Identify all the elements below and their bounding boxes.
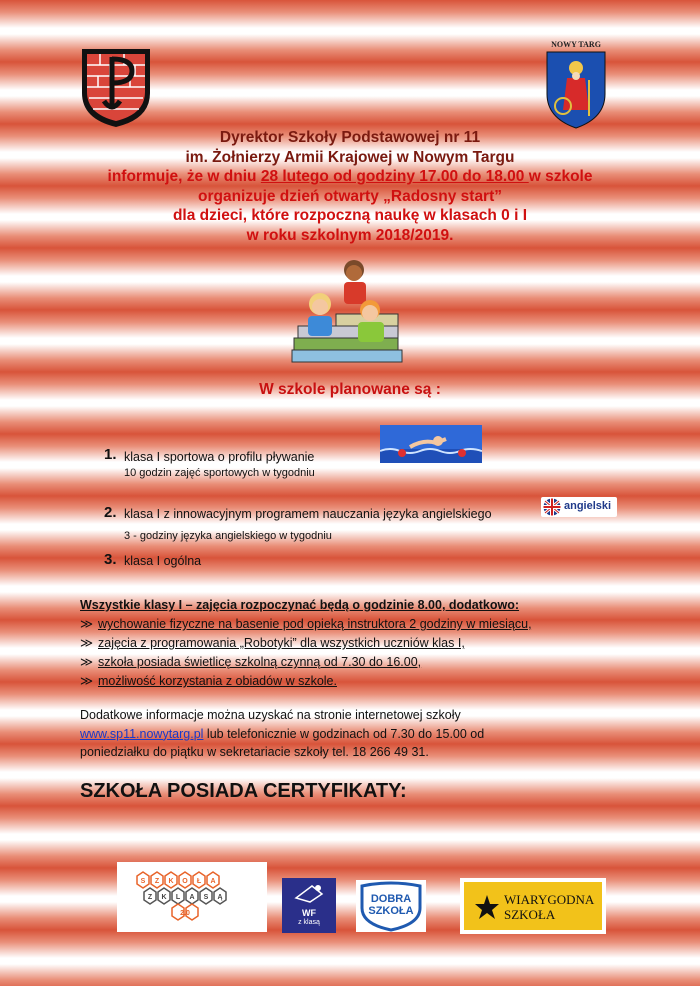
class-2-title: klasa I z innowacyjnym programem nauczania języka angielskiego xyxy=(124,507,492,521)
info-line-3: poniedziałku do piątku w sekretariacie szkoły tel. 18 266 49 31. xyxy=(80,745,429,759)
version-label: 2.0 xyxy=(180,910,190,917)
class-1-subtitle: 10 godzin zajęć sportowych w tygodniu xyxy=(124,467,315,479)
header-line-2: im. Żołnierzy Armii Krajowej w Nowym Targu xyxy=(185,148,515,166)
certificates-title: SZKOŁA POSIADA CERTYFIKATY: xyxy=(80,780,407,802)
swimmer-icon xyxy=(380,425,482,463)
wiarygodna-line-1: WIARYGODNA xyxy=(504,892,595,907)
wf-line-1: WF xyxy=(302,908,316,918)
bullet-icon: ≫ xyxy=(80,674,94,688)
extras-list xyxy=(80,596,532,691)
event-date: 28 lutego xyxy=(260,168,329,185)
city-crest-logo xyxy=(545,36,607,128)
class-2-subtitle: 3 - godziny języka angielskiego w tygodniu xyxy=(124,530,332,542)
school-crest-logo xyxy=(80,47,152,129)
dobra-line-2: SZKOŁA xyxy=(368,905,414,917)
class-1-title: klasa I sportowa o profilu pływanie xyxy=(124,450,315,464)
english-badge xyxy=(541,497,617,517)
extras-item-2: ≫ zajęcia z programowania „Robotyki” dla wszystkich uczniów klas I, xyxy=(80,634,532,653)
szkola-z-klasa-logo xyxy=(117,862,267,932)
class-2-number: 2. xyxy=(104,504,117,521)
header-line-1: Dyrektor Szkoły Podstawowej nr 11 xyxy=(219,129,481,146)
klasa-letter: A xyxy=(189,894,195,901)
wf-line-2: z klasą xyxy=(298,919,320,926)
section-title: W szkole planowane są : xyxy=(259,381,441,398)
extras-item-1: ≫ wychowanie fizyczne na basenie pod opieką instruktora 2 godziny w miesiącu, xyxy=(80,615,532,634)
info-line-2: www.sp11.nowytarg.pl lub telefonicznie w godzinach od 7.30 do 15.00 od xyxy=(80,726,485,741)
klasa-letter: Ą xyxy=(217,894,223,901)
english-badge-label: angielski xyxy=(564,500,612,512)
class-3-number: 3. xyxy=(104,551,117,568)
city-crest-label: NOWY TARG xyxy=(551,40,601,49)
dobra-line-1: DOBRA xyxy=(370,893,412,905)
star-icon xyxy=(474,894,500,920)
extras-heading: Wszystkie klasy I – zajęcia rozpoczynać będą o godzinie 8.00, dodatkowo: xyxy=(80,598,520,612)
klasa-letter: S xyxy=(203,894,209,901)
header-line-3: informuje, że w dniu 28 lutego od godziny 17.00 do 18.00 w szkole xyxy=(107,168,593,185)
extras-item-3: ≫ szkoła posiada świetlicę szkolną czynną od 7.30 do 16.00, xyxy=(80,653,532,672)
event-hours: od godziny 17.00 do 18.00 xyxy=(328,168,529,185)
klasa-letter: Z xyxy=(147,894,153,901)
header-line-4: organizuje dzień otwarty „Radosny start” xyxy=(197,187,503,205)
szkola-letter: O xyxy=(182,878,188,885)
extras-item-4: ≫ możliwość korzystania z obiadów w szkole. xyxy=(80,672,532,691)
szkola-letter: K xyxy=(168,878,174,885)
wiarygodna-szkola-logo xyxy=(460,878,606,934)
dobra-szkola-logo xyxy=(356,880,426,932)
info-line-1: Dodatkowe informacje można uzyskać na stronie internetowej szkoły xyxy=(80,708,461,722)
klasa-letter: K xyxy=(161,894,167,901)
children-books-illustration xyxy=(288,258,410,366)
szkola-letter: S xyxy=(140,878,146,885)
szkola-letter: A xyxy=(210,878,216,885)
wf-z-klasa-logo xyxy=(282,878,336,933)
class-1-number: 1. xyxy=(104,446,117,463)
bullet-icon: ≫ xyxy=(80,617,94,631)
school-website-link[interactable]: www.sp11.nowytarg.pl xyxy=(80,726,204,741)
class-3-title: klasa I ogólna xyxy=(124,554,202,568)
szkola-letter: Ł xyxy=(196,878,202,885)
uk-flag-icon xyxy=(543,498,561,516)
contact-info xyxy=(80,706,580,762)
bullet-icon: ≫ xyxy=(80,655,94,669)
szkola-letter: Z xyxy=(154,878,160,885)
header-line-6: w roku szkolnym 2018/2019. xyxy=(246,226,454,244)
klasa-letter: L xyxy=(175,894,181,901)
bullet-icon: ≫ xyxy=(80,636,94,650)
wiarygodna-line-2: SZKOŁA xyxy=(504,907,556,922)
announcement-header xyxy=(0,128,700,245)
header-line-5: dla dzieci, które rozpoczną naukę w klasach 0 i I xyxy=(172,207,528,224)
